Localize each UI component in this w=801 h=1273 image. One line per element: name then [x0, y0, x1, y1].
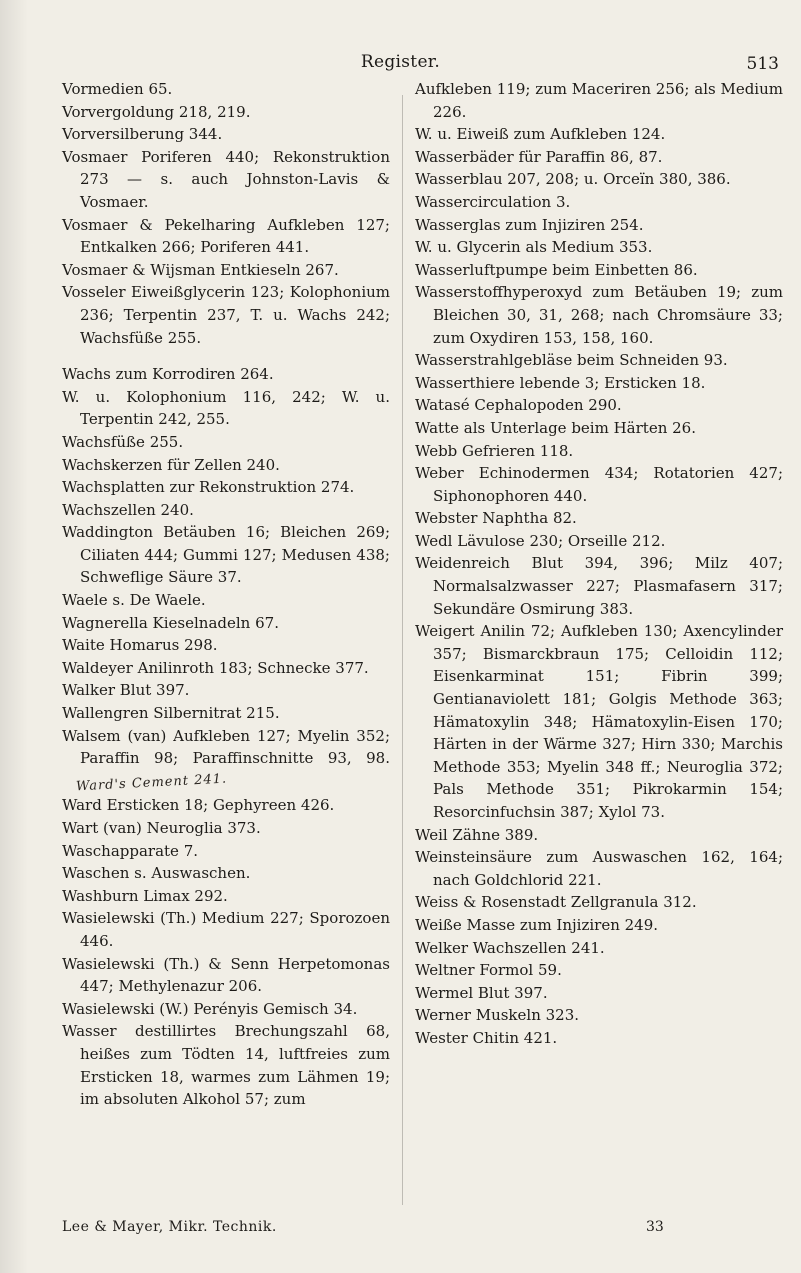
index-entry: Waite Homarus 298.	[62, 636, 218, 655]
page-edge-shadow	[0, 0, 28, 1273]
index-entry: W. u. Kolophonium 116, 242; W. u. Terpentin 242, 255.	[62, 387, 390, 429]
right-column	[415, 78, 783, 1050]
index-entry-text: Walsem (van) Aufkleben 127; Myelin 352; Paraffin 98; Paraffinschnitte 93, 98.	[62, 726, 390, 768]
index-entry: Waele s. De Waele.	[62, 591, 206, 610]
index-entry: Watasé Cephalopoden 290.	[415, 396, 622, 415]
index-entry: Wasserluftpumpe beim Einbetten 86.	[415, 260, 698, 279]
handwritten-annotation: Ward's Cement 241.	[75, 771, 228, 795]
index-entry: Welker Wachszellen 241.	[415, 938, 605, 957]
index-entry: Vosseler Eiweißglycerin 123; Kolophonium 236; Terpentin 237, T. u. Wachs 242; Wachsfüße 255.	[62, 283, 390, 347]
index-entry: Watte als Unterlage beim Härten 26.	[415, 418, 696, 437]
index-entry: Wasserblau 207, 208; u. Orceïn 380, 386.	[415, 170, 731, 189]
index-entry: Wallengren Silbernitrat 215.	[62, 704, 280, 723]
index-entry: Wasielewski (Th.) Medium 227; Sporozoen 446.	[62, 909, 390, 950]
index-entry: Wachskerzen für Zellen 240.	[62, 455, 280, 474]
index-entry: Aufkleben 119; zum Maceriren 256; als Medium 226.	[415, 80, 783, 121]
index-entry: Wachsplatten zur Rekonstruktion 274.	[62, 478, 355, 497]
index-entry: Wasser destillirtes Brechungszahl 68, heißes zum Tödten 14, luftfreies zum Ersticken 18, warmes zum Lähmen 19; im absoluten Alkohol 57; zum	[62, 1022, 390, 1109]
index-entry: Wachszellen 240.	[62, 500, 194, 519]
index-entry: Walker Blut 397.	[62, 681, 190, 700]
running-head: Register.	[360, 52, 441, 72]
index-entry: Wasserstoffhyperoxyd zum Betäuben 19; zum Bleichen 30, 31, 268; nach Chromsäure 33; zum Oxydiren 153, 158, 160.	[415, 283, 783, 347]
index-entry: Vormedien 65.	[62, 80, 173, 98]
index-entry: Wasserglas zum Injiziren 254.	[415, 215, 644, 234]
index-entry: Weiss & Rosenstadt Zellgranula 312.	[415, 893, 697, 912]
index-entry: W. u. Glycerin als Medium 353.	[415, 238, 653, 257]
index-entry: Vosmaer & Wijsman Entkieseln 267.	[62, 260, 339, 279]
index-entry: Weinsteinsäure zum Auswaschen 162, 164; nach Goldchlorid 221.	[415, 848, 783, 889]
index-entry: Wasserthiere lebende 3; Ersticken 18.	[415, 373, 706, 392]
index-entry: Wagnerella Kieselnadeln 67.	[62, 613, 279, 632]
index-entry: Waldeyer Anilinroth 183; Schnecke 377.	[62, 658, 369, 677]
index-entry: Wasielewski (W.) Perényis Gemisch 34.	[62, 999, 358, 1018]
index-entry: W. u. Eiweiß zum Aufkleben 124.	[415, 125, 666, 144]
index-entry: Webster Naphtha 82.	[415, 509, 577, 528]
index-entry: Werner Muskeln 323.	[415, 1006, 580, 1025]
index-entry: Wester Chitin 421.	[415, 1028, 558, 1047]
index-entry: Vorvergoldung 218, 219.	[62, 102, 251, 121]
index-entry: Weidenreich Blut 394, 396; Milz 407; Normalsalzwasser 227; Plasmafasern 317; Sekundäre Osmirung 383.	[415, 554, 783, 618]
index-entry: Webb Gefrieren 118.	[415, 441, 574, 460]
index-entry: Waschen s. Auswaschen.	[62, 864, 251, 883]
page-header	[0, 0, 801, 74]
page-number: 513	[746, 54, 779, 74]
index-entry: Wasielewski (Th.) & Senn Herpetomonas 447; Methylenazur 206.	[62, 954, 390, 996]
column-divider	[402, 95, 403, 1205]
index-entry: Waschapparate 7.	[62, 841, 199, 860]
signature-mark: 33	[646, 1219, 664, 1235]
left-column	[62, 78, 390, 1111]
index-entry: Wachsfüße 255.	[62, 432, 184, 451]
index-entry: Wachs zum Korrodiren 264.	[62, 365, 274, 384]
index-entry: Wart (van) Neuroglia 373.	[62, 819, 261, 837]
index-entry: Wermel Blut 397.	[415, 983, 548, 1002]
index-entry: Wasserbäder für Paraffin 86, 87.	[415, 147, 663, 166]
index-entry: Weltner Formol 59.	[415, 961, 562, 980]
index-entry: Ward Ersticken 18; Gephyreen 426.	[62, 796, 335, 815]
index-entry: Weiße Masse zum Injiziren 249.	[415, 915, 659, 934]
index-entry: Wedl Lävulose 230; Orseille 212.	[415, 531, 666, 550]
index-entry: Weil Zähne 389.	[415, 825, 539, 844]
index-entry-with-note	[62, 725, 390, 795]
index-entry: Weber Echinodermen 434; Rotatorien 427; Siphonophoren 440.	[415, 464, 783, 505]
index-entry: Wasserstrahlgebläse beim Schneiden 93.	[415, 351, 728, 370]
index-entry: Vosmaer & Pekelharing Aufkleben 127; Entkalken 266; Poriferen 441.	[62, 215, 390, 257]
footer-imprint: Lee & Mayer, Mikr. Technik.	[62, 1219, 277, 1235]
index-entry: Waddington Betäuben 16; Bleichen 269; Ciliaten 444; Gummi 127; Medusen 438; Schweflige Säure 37.	[62, 523, 390, 587]
index-entry: Washburn Limax 292.	[62, 886, 228, 905]
index-entry: Vosmaer Poriferen 440; Rekonstruktion 273 — s. auch Johnston-Lavis & Vosmaer.	[62, 147, 390, 211]
index-entry: Vorversilberung 344.	[62, 125, 223, 144]
index-entry: Wassercirculation 3.	[415, 192, 571, 211]
index-entry: Weigert Anilin 72; Aufkleben 130; Axencylinder 357; Bismarckbraun 175; Celloidin 112; Eisenkarminat 151; Fibrin 399; Gentianaviolett 181; Golgis Methode 363; Hämatoxylin 348; Hämatoxylin-Eisen 170; Härten in der Wärme 327; Hirn 330; Marchis Methode 353; Myelin 348 ff.; Neuroglia 372; Pals Methode 351; Pikrokarmin 154; Resorcinfuchsin 387; Xylol 73.	[415, 622, 783, 821]
